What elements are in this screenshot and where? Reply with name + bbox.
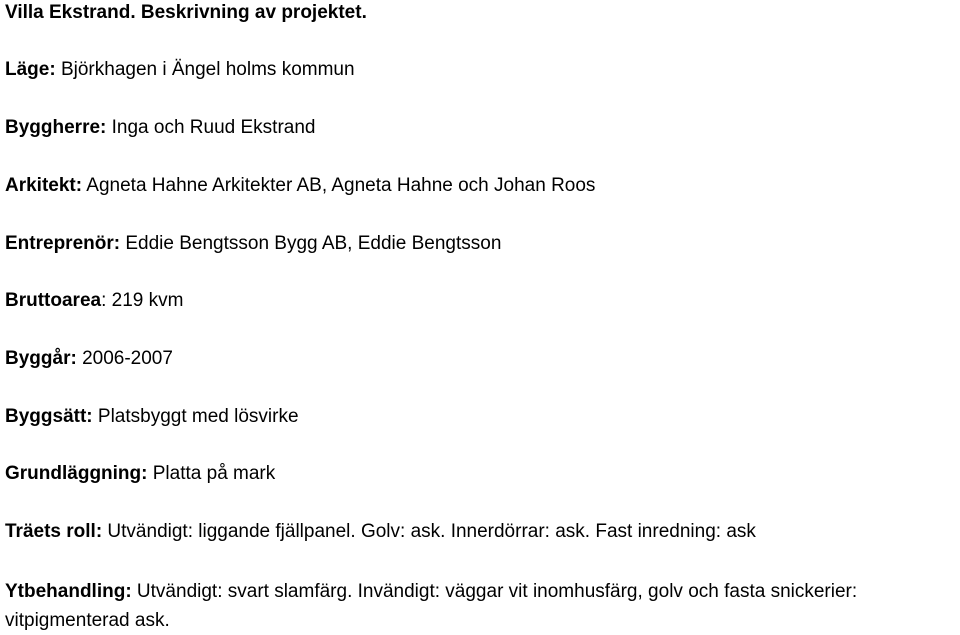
spacer [5,313,957,347]
field-ytbehandling [5,577,957,635]
field-value: Utvändigt: svart slamfärg. Invändigt: väggar vit inomhusfärg, golv och fasta snickerier: vitpigmenterad ask. [5,581,858,631]
field-value: Utvändigt: liggande fjällpanel. Golv: ask. Innerdörrar: ask. Fast inredning: ask [102,521,756,542]
field-value: : 219 kvm [101,290,184,311]
field-label: Arkitekt: [5,175,83,196]
field-byggar [5,347,957,371]
field-label: Läge: [5,59,56,80]
field-label: Grundläggning: [5,463,148,484]
field-byggherre [5,116,957,140]
field-label: Byggherre: [5,117,107,138]
document [5,0,957,635]
field-value: Agneta Hahne Arkitekter AB, Agneta Hahne och Johan Roos [82,175,596,196]
field-value: Platsbyggt med lösvirke [92,406,299,427]
field-lage [5,58,957,82]
field-label: Träets roll: [5,521,103,542]
field-value: Inga och Ruud Ekstrand [106,117,316,138]
spacer [5,140,957,174]
spacer [5,256,957,289]
field-label: Byggår: [5,348,77,369]
field-value: Eddie Bengtsson Bygg AB, Eddie Bengtsson [120,233,502,254]
document-title: Villa Ekstrand. Beskrivning av projektet. [5,2,367,23]
spacer [5,544,957,577]
spacer [5,486,957,520]
field-entreprenor [5,232,957,256]
field-bruttoarea [5,289,957,313]
field-value: Björkhagen i Ängel holms kommun [55,59,355,80]
field-grundlaggning [5,462,957,486]
field-label: Bruttoarea [5,290,102,311]
spacer [5,25,957,58]
field-traets-roll [5,520,957,544]
spacer [5,371,957,405]
spacer [5,429,957,462]
field-label: Byggsätt: [5,406,93,427]
field-value: Platta på mark [147,463,276,484]
spacer [5,198,957,232]
field-value: 2006-2007 [76,348,173,369]
field-label: Entreprenör: [5,233,121,254]
field-label: Ytbehandling: [5,581,132,602]
field-arkitekt [5,174,957,198]
spacer [5,82,957,116]
field-byggsatt [5,405,957,429]
